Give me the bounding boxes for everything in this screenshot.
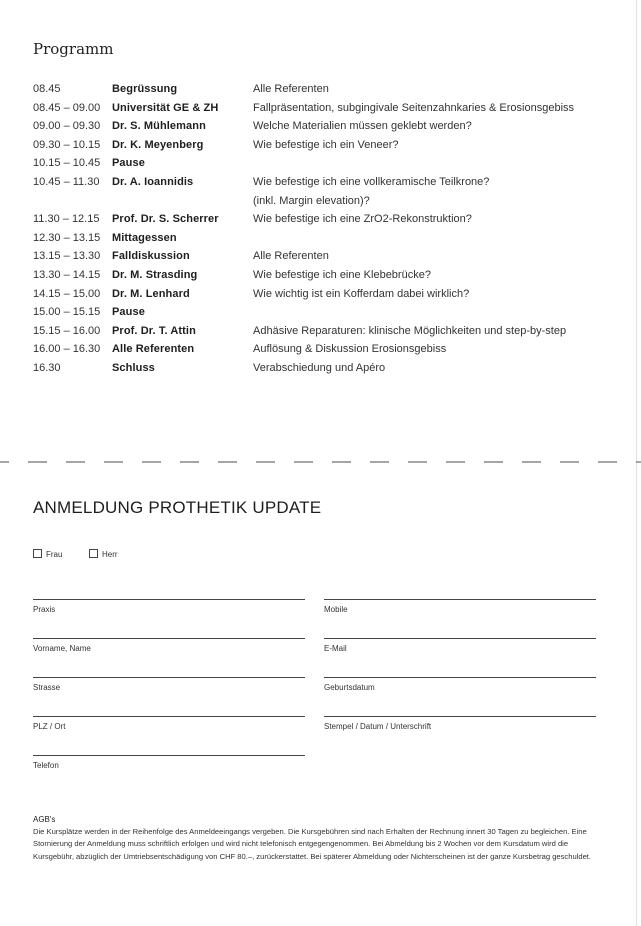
schedule-time: 08.45 – 09.00 [33, 101, 101, 114]
schedule-topic: Auflösung & Diskussion Erosionsgebiss [253, 343, 447, 356]
schedule-topic: Welche Materialien müssen geklebt werden? [253, 120, 472, 133]
schedule-row [33, 99, 613, 118]
schedule-speaker: Universität GE & ZH [112, 101, 219, 114]
schedule-topic: Verabschiedung und Apéro [253, 361, 386, 374]
checkbox-icon[interactable] [33, 549, 42, 558]
field-label: Vorname, Name [33, 644, 91, 653]
schedule-speaker: Prof. Dr. T. Attin [112, 324, 196, 337]
schedule-topic: Wie befestige ich eine Klebebrücke? [253, 268, 431, 281]
schedule-speaker: Dr. M. Lenhard [112, 287, 190, 300]
schedule-row [33, 266, 613, 285]
field-stempel[interactable] [324, 716, 596, 731]
schedule-row [33, 136, 613, 155]
schedule-time: 11.30 – 12.15 [33, 213, 100, 226]
schedule-speaker: Dr. K. Meyenberg [112, 138, 204, 151]
schedule-time: 16.00 – 16.30 [33, 343, 101, 356]
schedule-topic: Wie befestige ich eine ZrO2-Rekonstruktion? [253, 213, 472, 226]
schedule-table [33, 80, 613, 378]
schedule-speaker: Falldiskussion [112, 250, 190, 263]
schedule-time: 10.45 – 11.30 [33, 175, 100, 188]
cut-line [0, 456, 641, 468]
schedule-time: 13.30 – 14.15 [33, 268, 101, 281]
checkbox-frau[interactable] [33, 549, 62, 559]
field-label: PLZ / Ort [33, 722, 66, 731]
field-vorname-name[interactable] [33, 638, 305, 653]
schedule-row [33, 285, 613, 304]
schedule-row [33, 340, 613, 359]
schedule-speaker: Pause [112, 157, 145, 170]
field-mobile[interactable] [324, 599, 596, 614]
programm-title: Programm [33, 40, 114, 58]
schedule-topic: Adhäsive Reparaturen: klinische Möglichkeiten und step-by-step [253, 324, 567, 337]
field-label: Strasse [33, 683, 61, 692]
field-line[interactable] [33, 677, 305, 678]
schedule-speaker: Prof. Dr. S. Scherrer [112, 213, 219, 226]
schedule-time: 14.15 – 15.00 [33, 287, 101, 300]
agb-section [33, 814, 600, 863]
schedule-speaker: Mittagessen [112, 231, 177, 244]
schedule-time: 10.15 – 10.45 [33, 157, 101, 170]
schedule-row [33, 173, 613, 210]
field-line[interactable] [324, 677, 596, 678]
schedule-row [33, 80, 613, 99]
schedule-topic: Wie wichtig ist ein Kofferdam dabei wirklich? [253, 287, 470, 300]
schedule-time: 08.45 [33, 83, 61, 95]
schedule-row [33, 322, 613, 341]
field-label: Stempel / Datum / Unterschrift [324, 722, 432, 731]
schedule-row [33, 154, 613, 173]
schedule-time: 16.30 [33, 361, 61, 374]
schedule-time: 09.00 – 09.30 [33, 120, 101, 133]
field-line[interactable] [33, 599, 305, 600]
schedule-speaker: Schluss [112, 361, 155, 374]
field-line[interactable] [324, 716, 596, 717]
schedule-speaker: Dr. A. Ioannidis [112, 175, 194, 188]
agb-text: Die Kursplätze werden in der Reihenfolge des Anmeldeeingangs vergeben. Die Kursgebühren sind nach Erhalten der Rechnung innert 30 Tagen zu begleichen. Eine Stornierung der Anmeldung muss schriftlich erfolgen und wird nicht telefonisch entgegengenommen. Bei Abmeldung bis 2 Wochen vor dem Kursdatum wird die Kursgebühr, abzüglich der Umtriebsentschädigung von CHF 80.–, zurückerstattet. Bei späterer Abmeldung oder Nichterscheinen ist der ganze Kursbetrag geschuldet. [33, 827, 592, 861]
field-email[interactable] [324, 638, 596, 653]
checkbox-herr-label: Herr [102, 550, 118, 559]
checkbox-frau-label: Frau [46, 550, 63, 559]
field-label: Telefon [33, 761, 59, 770]
schedule-time: 09.30 – 10.15 [33, 138, 101, 151]
field-line[interactable] [324, 599, 596, 600]
field-label: E-Mail [324, 644, 347, 653]
schedule-row [33, 210, 613, 229]
schedule-row [33, 359, 613, 378]
schedule-row [33, 229, 613, 248]
field-line[interactable] [324, 638, 596, 639]
schedule-topic: Wie befestige ich ein Veneer? [253, 138, 399, 151]
field-telefon[interactable] [33, 755, 305, 770]
field-line[interactable] [33, 755, 305, 756]
field-line[interactable] [33, 638, 305, 639]
schedule-row [33, 117, 613, 136]
field-strasse[interactable] [33, 677, 305, 692]
field-label: Praxis [33, 605, 56, 614]
schedule-topic: Alle Referenten [253, 250, 329, 263]
schedule-topic: Wie befestige ich eine vollkeramische Teilkrone? (inkl. Margin elevation)? [253, 175, 490, 207]
schedule-speaker: Begrüssung [112, 83, 178, 95]
field-plz-ort[interactable] [33, 716, 305, 731]
field-line[interactable] [33, 716, 305, 717]
schedule-row [33, 247, 613, 266]
schedule-topic: Alle Referenten [253, 83, 329, 95]
schedule-row [33, 303, 613, 322]
form-title: ANMELDUNG PROTHETIK UPDATE [33, 498, 322, 517]
checkbox-herr[interactable] [89, 549, 118, 559]
schedule-speaker: Dr. S. Mühlemann [112, 120, 206, 133]
schedule-speaker: Alle Referenten [112, 343, 195, 356]
checkbox-icon[interactable] [89, 549, 98, 558]
schedule-speaker: Dr. M. Strasding [112, 268, 198, 281]
field-label: Mobile [324, 605, 348, 614]
schedule-speaker: Pause [112, 306, 145, 319]
field-label: Geburtsdatum [324, 683, 375, 692]
schedule-time: 15.00 – 15.15 [33, 306, 101, 319]
field-praxis[interactable] [33, 599, 305, 614]
schedule-time: 12.30 – 13.15 [33, 231, 101, 244]
field-geburtsdatum[interactable] [324, 677, 596, 692]
schedule-time: 15.15 – 16.00 [33, 324, 101, 337]
schedule-time: 13.15 – 13.30 [33, 250, 101, 263]
agb-title: AGB's [33, 815, 56, 824]
schedule-topic: Fallpräsentation, subgingivale Seitenzahnkaries & Erosionsgebiss [253, 101, 575, 114]
